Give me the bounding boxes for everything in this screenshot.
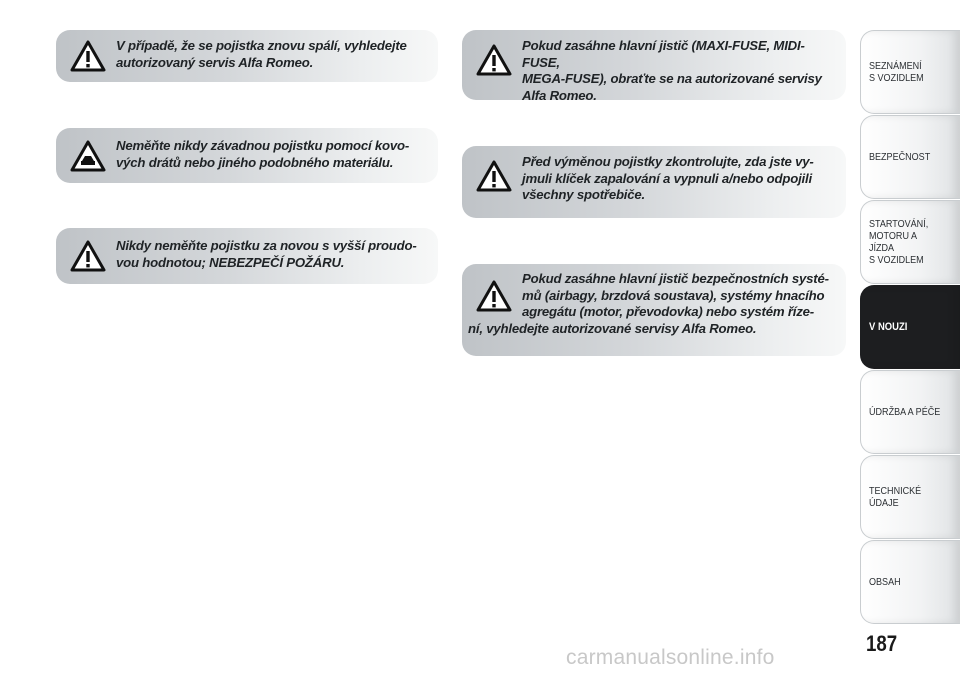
warning-text: Pokud zasáhne hlavní jistič (MAXI-FUSE, MIDI-FUSE, MEGA-FUSE), obraťte se na autorizované servisy Alfa Romeo. [522,38,822,103]
warning-box [56,30,438,82]
warning-triangle-icon [70,140,106,172]
warning-box [56,128,438,183]
warning-triangle-icon [476,160,512,192]
warning-text: Nikdy neměňte pojistku za novou s vyšší proudo- vou hodnotou; NEBEZPEČÍ POŽÁRU. [116,238,417,270]
warning-triangle-icon [70,240,106,272]
warning-text: Před výměnou pojistky zkontrolujte, zda jste vy- jmuli klíček zapalování a vypnuli a/nebo odpojili všechny spotřebiče. [522,154,814,202]
tab-label: V NOUZI [869,321,908,333]
tab-startovani[interactable] [860,200,960,284]
tab-bezpecnost[interactable] [860,115,960,199]
warning-box [462,146,846,218]
page-number: 187 [866,631,898,656]
warning-box [462,264,846,356]
tab-label: ÚDRŽBA A PÉČE [869,406,941,418]
warning-box [462,30,846,103]
watermark: carmanualsonline.info [566,646,775,669]
warning-triangle-icon [476,280,512,312]
tab-label: TECHNICKÉ ÚDAJE [869,485,922,509]
tab-obsah[interactable] [860,540,960,624]
tab-v-nouzi[interactable] [860,285,960,369]
tab-label: SEZNÁMENÍ S VOZIDLEM [869,60,924,84]
tab-label: STARTOVÁNÍ, MOTORU A JÍZDA S VOZIDLEM [869,218,929,266]
warning-text: Neměňte nikdy závadnou pojistku pomocí kovo- vých drátů nebo jiného podobného materiálu. [116,138,410,170]
tab-label: BEZPEČNOST [869,151,931,163]
warning-triangle-icon [70,40,106,72]
tab-technicke-udaje[interactable] [860,455,960,539]
warning-text: Pokud zasáhne hlavní jistič bezpečnostních systé- mů (airbagy, brzdová soustava), systémy hnacího agregátu (motor, převodovka) nebo systém říze- ní, vyhledejte autorizované servisy Alfa Romeo. [468,271,829,336]
tab-label: OBSAH [869,576,901,588]
warning-box [56,228,438,284]
tab-seznameni[interactable] [860,30,960,114]
tab-udrzba[interactable] [860,370,960,454]
warning-triangle-icon [476,44,512,76]
warning-text: V případě, že se pojistka znovu spálí, vyhledejte autorizovaný servis Alfa Romeo. [116,38,407,70]
